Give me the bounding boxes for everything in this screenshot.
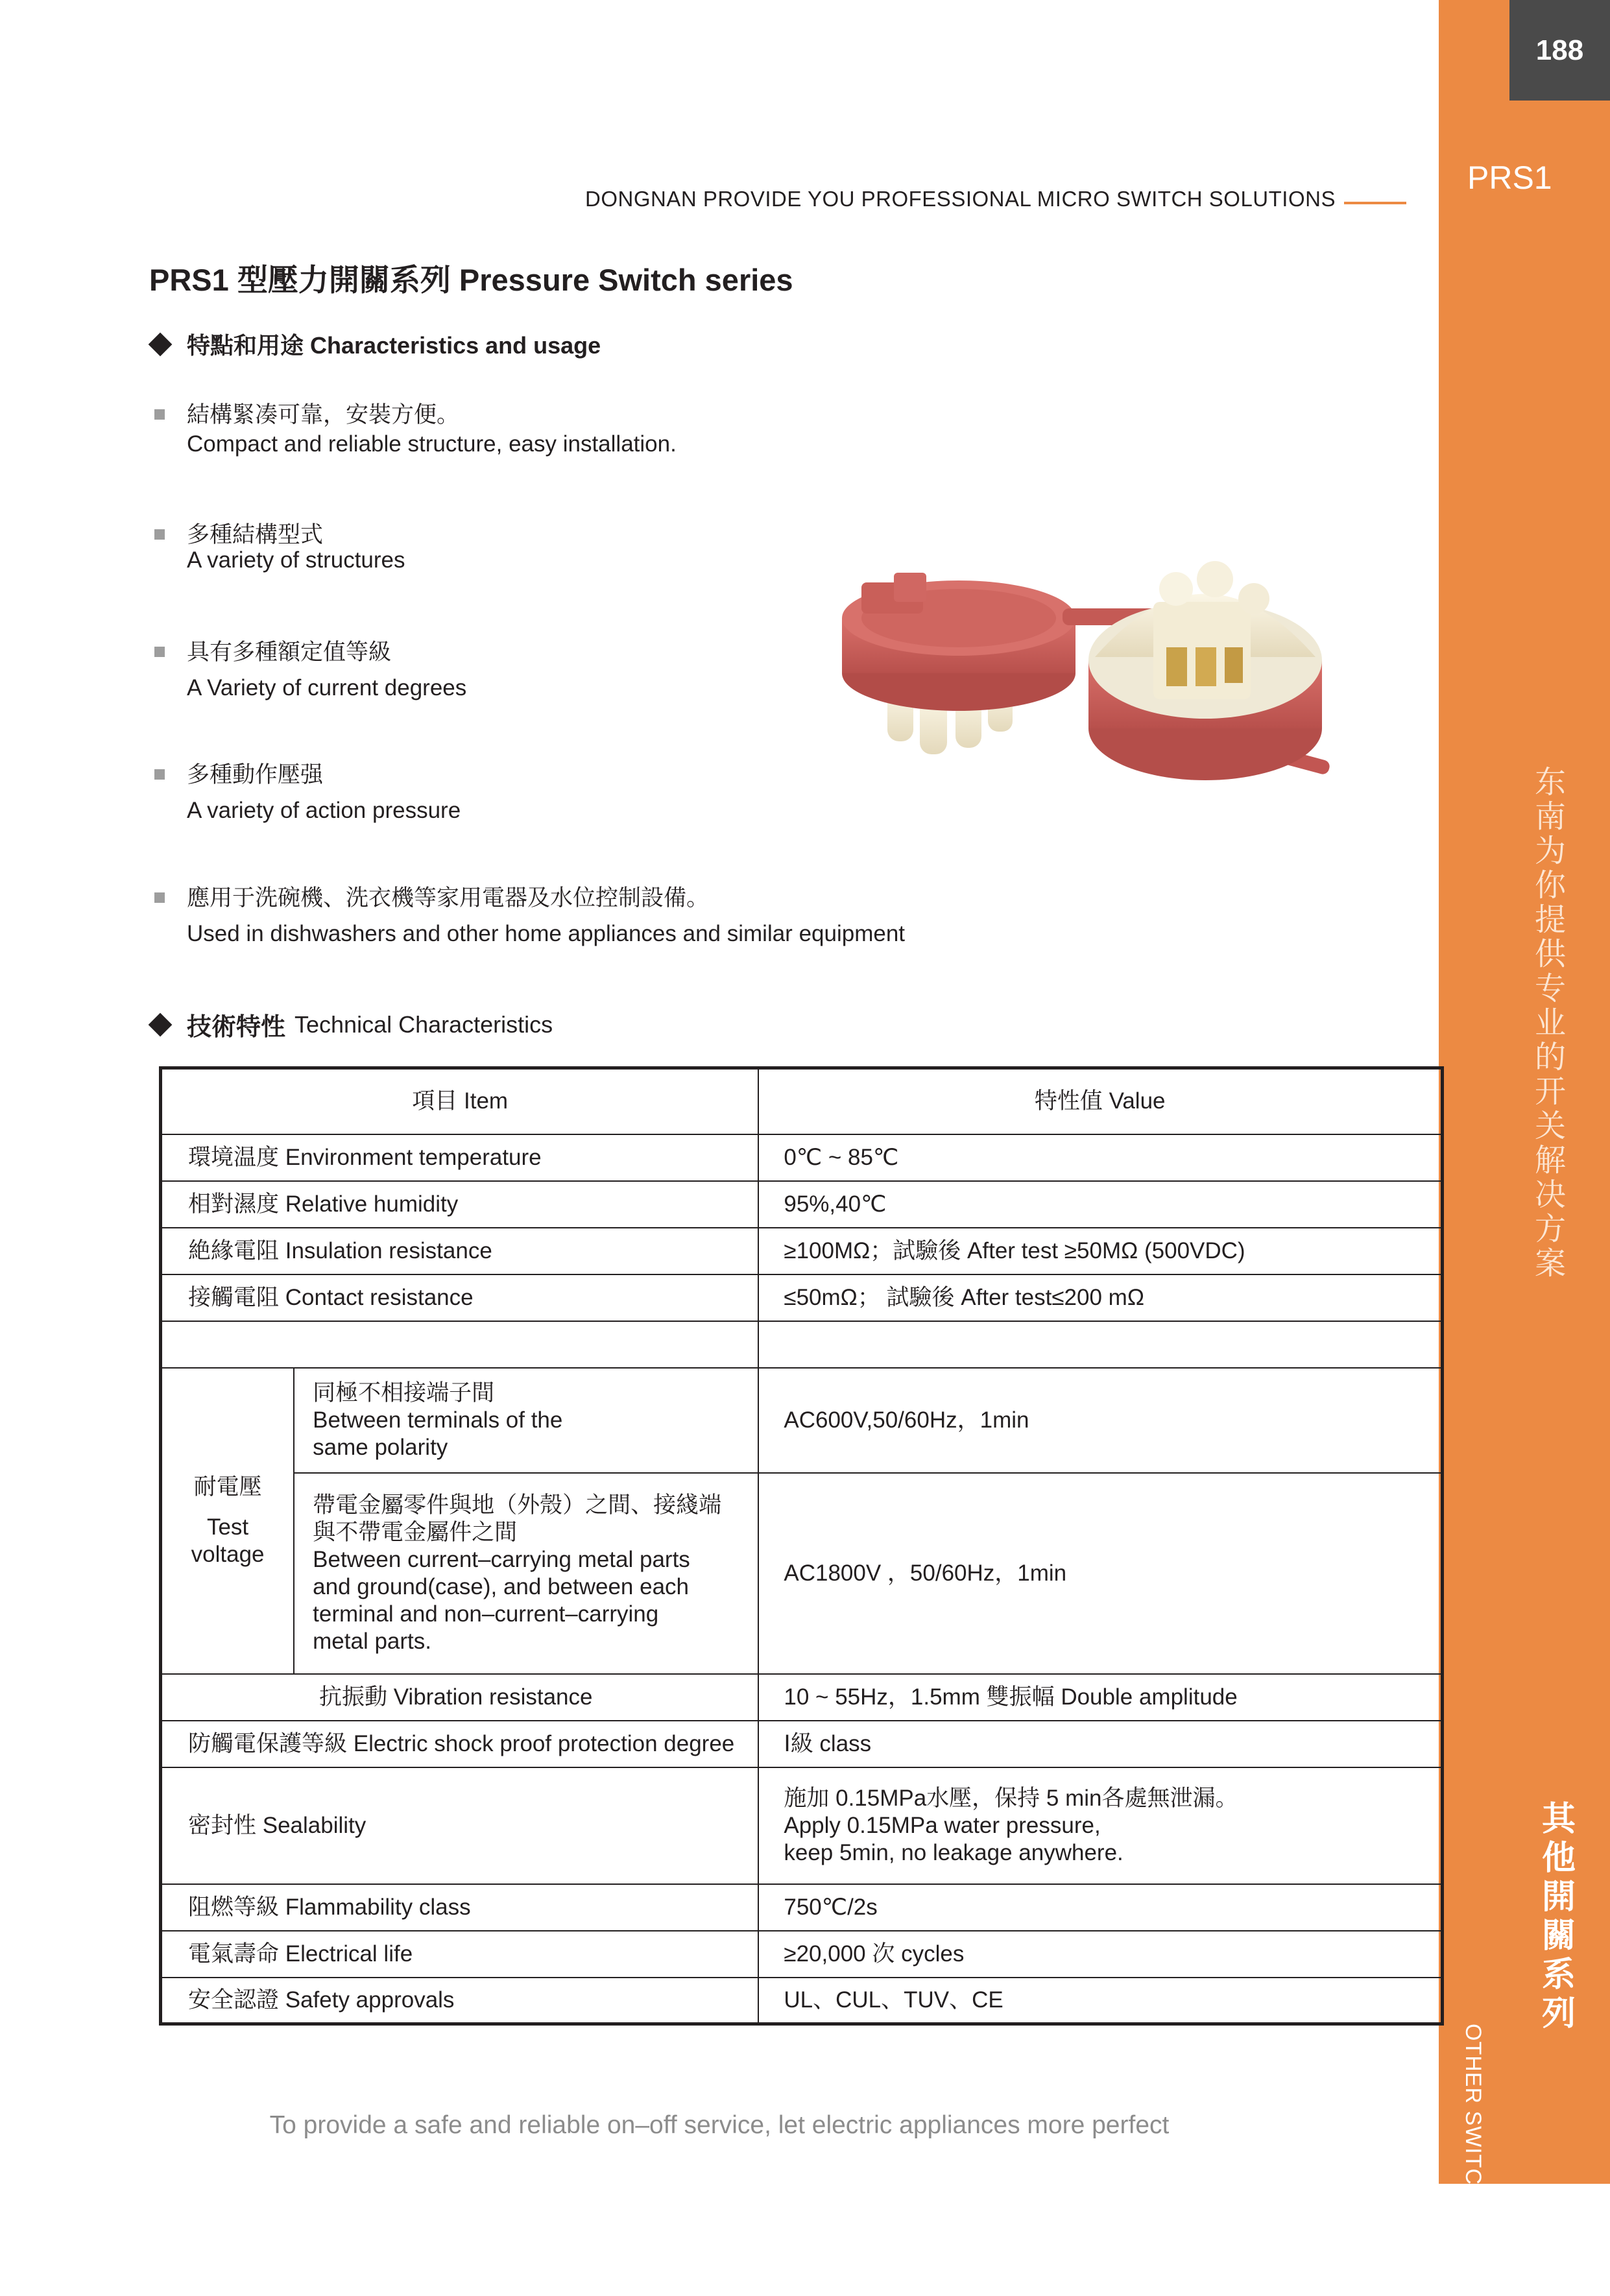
feature-en: A Variety of current degrees [187, 675, 467, 700]
tagline: DONGNAN PROVIDE YOU PROFESSIONAL MICRO SWITCH SOLUTIONS [585, 187, 1336, 211]
diamond-bullet-icon [149, 1012, 173, 1036]
row-value: AC1800V ，50/60Hz，1min [758, 1473, 1442, 1674]
category-char: 其 [1541, 1800, 1576, 1839]
slogan-char: 南 [1534, 798, 1566, 835]
row-item: 安全認證 Safety approvals [161, 1978, 759, 2024]
category-char: 列 [1541, 1994, 1576, 2033]
test-voltage-label [161, 1368, 294, 1674]
slogan-char: 开 [1534, 1073, 1566, 1110]
table-row [161, 1473, 1443, 1674]
category-en: OTHER SWITCH SERIES [1461, 2024, 1485, 2293]
table-row [161, 1368, 1443, 1473]
characteristics-heading-text: 特點和用途 Characteristics and usage [187, 332, 601, 359]
table-header-row [161, 1068, 1443, 1134]
category-char: 他 [1541, 1839, 1576, 1878]
series-code: PRS1 [1467, 160, 1552, 196]
slogan-char: 为 [1534, 833, 1566, 869]
row-value: 95%,40℃ [758, 1181, 1442, 1228]
slogan-char: 关 [1534, 1108, 1566, 1144]
row-value: ≤50mΩ； 試驗後 After test≤200 mΩ [758, 1274, 1442, 1321]
col-item-header: 項目 Item [161, 1068, 759, 1134]
table-row [161, 1274, 1443, 1321]
row-item: 防觸電保護等級 Electric shock proof protection degree [161, 1721, 759, 1767]
page-title: PRS1 型壓力開關系列 Pressure Switch series [149, 263, 793, 297]
test-voltage-en: voltage [191, 1541, 265, 1567]
feature-cn: 具有多種額定值等級 [187, 640, 392, 665]
technical-heading-cn: 技術特性 [187, 1014, 286, 1041]
slogan-char: 东 [1534, 764, 1566, 800]
spec-table [159, 1066, 1444, 2026]
feature-cn: 多種動作壓强 [187, 762, 324, 787]
feature-en: Compact and reliable structure, easy installation. [187, 431, 677, 457]
slogan-char: 提 [1534, 902, 1566, 938]
square-bullet-icon [154, 647, 165, 657]
slogan-char: 供 [1534, 936, 1566, 972]
row-item: 接觸電阻 Contact resistance [161, 1274, 759, 1321]
row-value: ≥100MΩ；試驗後 After test ≥50MΩ (500VDC) [758, 1228, 1442, 1274]
feature-item [154, 400, 677, 459]
row-item: 電氣壽命 Electrical life [161, 1931, 759, 1978]
row-value: AC600V,50/60Hz，1min [758, 1368, 1442, 1473]
slogan-char: 的 [1534, 1039, 1566, 1075]
test-voltage-en: Test [206, 1514, 249, 1540]
slogan-char: 案 [1534, 1245, 1566, 1282]
sidebar-band [1439, 0, 1610, 2184]
category-char: 系 [1541, 1955, 1576, 1994]
row-item: 同極不相接端子間 Between terminals of the same polarity [294, 1368, 758, 1473]
row-value: 750℃/2s [758, 1884, 1442, 1931]
row-item: 絶緣電阻 Insulation resistance [161, 1228, 759, 1274]
feature-cn: 多種結構型式 [187, 522, 324, 547]
square-bullet-icon [154, 892, 165, 903]
footer-slogan: To provide a safe and reliable on–off service, let electric appliances more perfect [269, 2111, 1170, 2139]
row-item: 密封性 Sealability [161, 1767, 759, 1884]
feature-item [154, 520, 405, 575]
category-char: 關 [1541, 1917, 1576, 1955]
table-row [161, 1674, 1443, 1721]
row-value: 0℃ ~ 85℃ [758, 1134, 1442, 1181]
characteristics-heading [149, 328, 601, 361]
category-char: 開 [1541, 1878, 1576, 1917]
slogan-char: 你 [1534, 867, 1566, 903]
slogan-char: 解 [1534, 1142, 1566, 1178]
technical-heading [149, 1007, 553, 1042]
tagline-rule [1344, 202, 1406, 204]
row-item: 相對濕度 Relative humidity [161, 1181, 759, 1228]
feature-en: A variety of structures [187, 547, 405, 573]
slogan-char: 决 [1534, 1177, 1566, 1213]
feature-cn: 結構緊凑可靠，安裝方便。 [187, 402, 460, 427]
row-value: 施加 0.15MPa水壓，保持 5 min各處無泄漏。 Apply 0.15MPa water pressure, keep 5min, no leakage anywhere. [758, 1767, 1442, 1884]
table-row [161, 1931, 1443, 1978]
row-item: 阻燃等級 Flammability class [161, 1884, 759, 1931]
square-bullet-icon [154, 769, 165, 780]
table-row [161, 1978, 1443, 2024]
feature-item [154, 883, 905, 948]
table-row [161, 1721, 1443, 1767]
table-row [161, 1181, 1443, 1228]
feature-item [154, 760, 461, 825]
row-item: 抗振動 Vibration resistance [161, 1674, 759, 1721]
table-row [161, 1134, 1443, 1181]
table-row [161, 1228, 1443, 1274]
slogan-char: 专 [1534, 970, 1566, 1007]
row-item: 帶電金屬零件與地（外殼）之間、接綫端 與不帶電金屬件之間 Between current–carrying metal parts and ground(case), and between each terminal and non–current–carrying metal parts. [294, 1473, 758, 1674]
table-row [161, 1767, 1443, 1884]
product-photo [816, 550, 1367, 816]
slogan-char: 方 [1534, 1211, 1566, 1247]
row-item: 環境温度 Environment temperature [161, 1134, 759, 1181]
table-row [161, 1884, 1443, 1931]
feature-en: A variety of action pressure [187, 798, 461, 823]
table-row-empty [161, 1321, 1443, 1368]
slogan-char: 业 [1534, 1005, 1566, 1041]
feature-en: Used in dishwashers and other home appliances and similar equipment [187, 921, 906, 946]
col-value-header: 特性值 Value [758, 1068, 1442, 1134]
square-bullet-icon [154, 409, 165, 420]
row-value: ≥20,000 次 cycles [758, 1931, 1442, 1978]
row-value: Ⅰ級 class [758, 1721, 1442, 1767]
diamond-bullet-icon [149, 332, 173, 356]
category-cn [1539, 1800, 1579, 2033]
switch-right [1088, 561, 1331, 780]
row-value: UL、CUL、TUV、CE [758, 1978, 1442, 2024]
feature-item [154, 638, 466, 702]
technical-heading-en: Technical Characteristics [294, 1010, 553, 1038]
page-number: 188 [1509, 0, 1610, 101]
sidebar-slogan [1532, 765, 1568, 1281]
feature-cn: 應用于洗碗機、洗衣機等家用電器及水位控制設備。 [187, 885, 710, 911]
square-bullet-icon [154, 529, 165, 540]
test-voltage-cn: 耐電壓 [193, 1474, 262, 1500]
row-value: 10 ~ 55Hz，1.5mm 雙振幅 Double amplitude [758, 1674, 1442, 1721]
